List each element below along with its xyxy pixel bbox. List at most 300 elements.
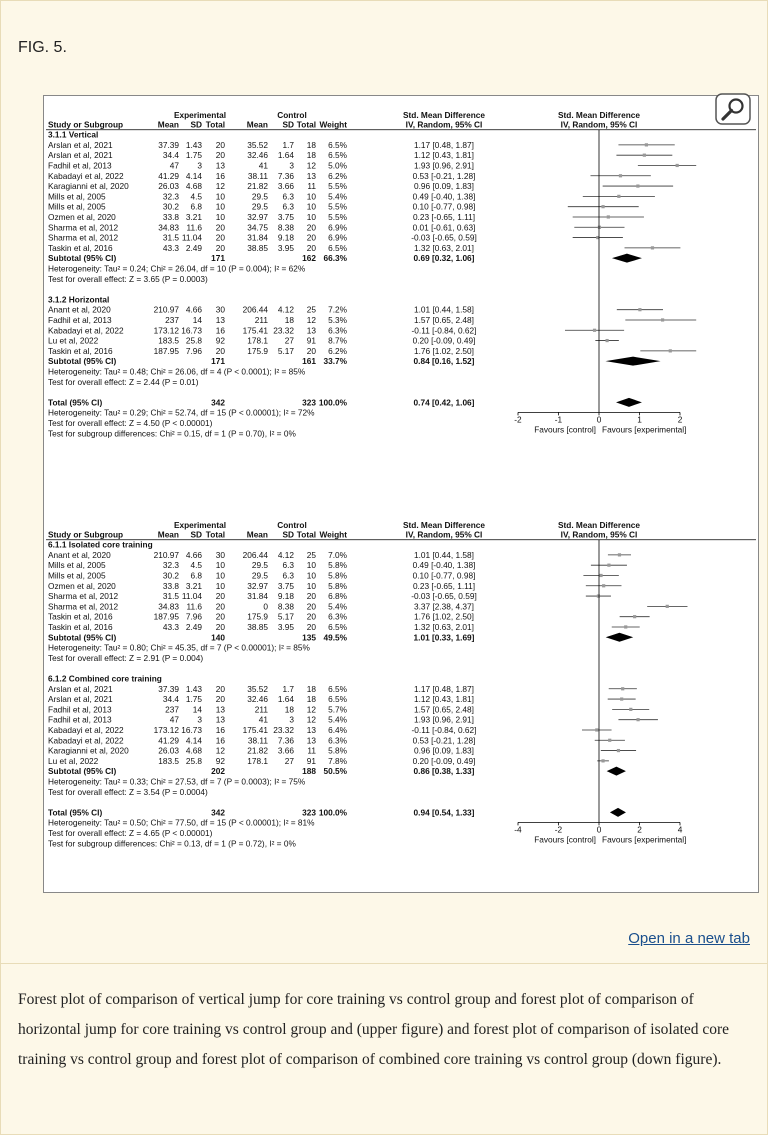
panel1-subgroup2-study3-point [593,329,596,332]
panel2-subgroup1-study4-weight: 5.8% [328,580,347,591]
panel1-subgroup2-study5-c-sd: 5.17 [277,345,294,356]
panel2-subgroup2-study1-c-sd: 1.7 [282,683,294,694]
divider [1,963,767,964]
panel1-subgroup1-study6-c-mean: 29.5 [251,191,268,202]
panel1-tick-label-3: 0 [596,414,602,425]
panel1-subgroup1-study7-e-sd: 6.8 [190,201,202,212]
panel1-subgroup1-study3-ci: 1.93 [0.96, 2.91] [414,160,474,171]
panel2-subgroup1-study3-c-total: 10 [306,570,316,581]
panel2-subgroup1-study8-name: Taskin et al, 2016 [48,621,113,632]
panel2-subgroup1-study1-point [618,553,621,556]
panel2-footer-3: Test for subgroup differences: Chi² = 0.13, df = 1 (P = 0.72), I² = 0% [48,838,296,849]
forest-plot-svg [44,96,758,892]
panel2-subgroup1-study5-ci: -0.03 [-0.65, 0.59] [411,591,477,602]
panel2-subgroup1-study6-e-total: 20 [215,601,225,612]
panel1-subgroup1-study6-c-sd: 6.3 [282,191,294,202]
panel1-subgroup1-study8-weight: 5.5% [328,211,347,222]
panel2-total-diamond [610,808,626,817]
panel2-subgroup1-study5-weight: 6.8% [328,591,347,602]
panel2-subgroup2-study3-c-total: 12 [306,704,316,715]
panel1-subgroup1-study3-point [676,164,679,167]
panel1-subgroup2-subtotal-ci: 0.84 [0.16, 1.52] [413,356,475,367]
panel2-subgroup1-study7-e-mean: 187.95 [153,611,179,622]
panel1-subgroup2-study1-ci: 1.01 [0.44, 1.58] [414,304,474,315]
panel1-subgroup1-study2-e-mean: 34.4 [162,150,179,161]
panel1-subgroup1-study11-e-mean: 43.3 [162,242,179,253]
panel2-subgroup1-study2-c-sd: 6.3 [282,560,294,571]
panel2-subgroup1-study8-c-mean: 38.85 [247,621,268,632]
panel2-header-c-total: Total [296,529,316,540]
panel1-subgroup1-study4-c-mean: 38.11 [247,170,268,181]
panel1-subgroup2-study1-c-total: 25 [306,304,316,315]
panel2-subgroup2-study6-c-mean: 38.11 [247,735,268,746]
panel2-subgroup2-study5-c-mean: 175.41 [242,724,268,735]
panel1-subgroup2-study4-ci: 0.20 [-0.09, 0.49] [412,335,476,346]
panel1-subgroup1-study9-c-total: 20 [306,222,316,233]
panel1-subgroup1-study10-c-sd: 9.18 [277,232,294,243]
panel2-header-control: Control [277,520,307,530]
panel2-subgroup2-study6-c-sd: 7.36 [277,735,294,746]
panel1-subgroup2-study2-e-mean: 237 [165,314,179,325]
panel2-subgroup1-overall-effect: Test for overall effect: Z = 2.91 (P = 0.004) [48,652,204,663]
panel1-subgroup2-subtotal-c-total: 161 [302,356,316,367]
panel2-subgroup2-subtotal-label: Subtotal (95% CI) [48,766,117,777]
panel1-subgroup1-study2-c-total: 18 [306,150,316,161]
panel2-subgroup1-study2-name: Mills et al, 2005 [48,560,106,571]
panel2-subgroup1-study6-e-sd: 11.6 [186,601,202,612]
panel1-subgroup1-subtotal-weight: 66.3% [323,253,347,264]
panel2-subgroup1-subtotal-weight: 49.5% [323,632,347,643]
panel1-subgroup2-study1-c-sd: 4.12 [277,304,294,315]
panel1-subgroup2-study1-c-mean: 206.44 [242,304,268,315]
panel2-subgroup2-study3-c-sd: 18 [284,704,294,715]
panel2-subgroup1-subtotal-e-total: 140 [211,632,225,643]
panel1-subgroup1-study1-c-total: 18 [306,139,316,150]
panel1-subgroup1-study7-point [601,205,604,208]
panel1-subgroup2-study2-c-mean: 211 [254,314,268,325]
panel2-subgroup2-study6-e-mean: 41.29 [158,735,179,746]
panel2-subgroup2-study5-weight: 6.4% [328,724,347,735]
panel2-subgroup2-study4-c-total: 12 [306,714,316,725]
panel1-subgroup1-study10-weight: 6.9% [328,232,347,243]
panel2-header-c-sd: SD [282,529,294,540]
panel2-subgroup1-study5-c-mean: 31.84 [247,591,268,602]
panel1-subgroup1-study1-e-total: 20 [215,139,225,150]
panel2-subgroup2-study8-c-sd: 27 [284,755,294,766]
panel2-subgroup1-study3-name: Mills et al, 2005 [48,570,106,581]
panel1-subgroup1-study10-c-mean: 31.84 [247,232,268,243]
panel2-subgroup2-study1-point [621,687,624,690]
panel1-subgroup1-study8-c-total: 10 [306,211,316,222]
panel1-footer-3: Test for subgroup differences: Chi² = 0.15, df = 1 (P = 0.70), I² = 0% [48,428,296,439]
panel1-subgroup1-study6-e-sd: 4.5 [190,191,202,202]
panel2-subgroup1-title: 6.1.1 Isolated core training [48,539,153,550]
panel1-subgroup1-study4-e-total: 16 [215,170,225,181]
panel1-subgroup1-study4-ci: 0.53 [-0.21, 1.28] [412,170,476,181]
panel2-subgroup1-study5-e-mean: 31.5 [162,591,179,602]
panel1-total-ci: 0.74 [0.42, 1.06] [413,397,475,408]
panel1-header-weight: Weight [319,119,347,130]
panel1-subgroup1-study1-e-sd: 1.43 [185,139,202,150]
panel2-subgroup2-study7-e-sd: 4.68 [185,745,202,756]
panel2-subgroup2-study3-e-total: 13 [215,704,225,715]
panel1-subgroup2-study4-c-sd: 27 [284,335,294,346]
panel2-subgroup2-study6-e-total: 16 [215,735,225,746]
panel1-subgroup1-study4-point [619,174,622,177]
panel1-subgroup2-study2-e-total: 13 [215,314,225,325]
panel1-subgroup2-study1-name: Anant et al, 2020 [48,304,111,315]
panel2-total-weight: 100.0% [318,807,347,818]
panel2-total-c-total: 323 [302,807,316,818]
panel2-subgroup2-study4-c-sd: 3 [289,714,294,725]
panel2-subgroup2-study7-point [617,749,620,752]
panel1-subgroup1-study7-c-mean: 29.5 [251,201,268,212]
panel1-subgroup2-study2-c-total: 12 [306,314,316,325]
panel2-subgroup2-study2-point [620,697,623,700]
panel2-subgroup1-study3-c-mean: 29.5 [251,570,268,581]
panel2-subgroup1-study5-e-sd: 11.04 [181,591,202,602]
panel1-subgroup1-study5-c-total: 11 [307,181,316,192]
panel2-subgroup2-study1-e-mean: 37.39 [158,683,179,694]
panel2-subgroup2-study1-c-mean: 35.52 [247,683,268,694]
panel2-subgroup2-subtotal-diamond [607,767,626,776]
panel2-subgroup2-study2-c-mean: 32.46 [247,694,268,705]
panel1-subgroup1-study4-weight: 6.2% [328,170,347,181]
panel2-subgroup1-study7-c-sd: 5.17 [277,611,294,622]
panel1-header-control: Control [277,110,307,120]
panel1-subgroup1-subtotal-diamond [612,254,642,263]
panel2-subgroup2-heterogeneity: Heterogeneity: Tau² = 0.33; Chi² = 27.53, df = 7 (P = 0.0003); I² = 75% [48,776,306,787]
panel1-subgroup1-study9-e-mean: 34.83 [158,222,179,233]
panel2-subgroup2-study6-point [608,739,611,742]
panel1-subgroup1-study10-ci: -0.03 [-0.65, 0.59] [411,232,477,243]
panel1-footer-1: Heterogeneity: Tau² = 0.29; Chi² = 52.74, df = 15 (P < 0.00001); I² = 72% [48,407,315,418]
panel2-subgroup1-study4-c-total: 10 [306,580,316,591]
panel1-tick-label-4: 1 [637,414,642,425]
panel1-subgroup2-study4-weight: 8.7% [328,335,347,346]
panel2-subgroup2-study4-e-total: 13 [215,714,225,725]
panel2-tick-label-4: 2 [637,824,642,835]
panel1-header-smd: Std. Mean Difference [402,110,486,120]
panel1-subgroup1-study1-c-mean: 35.52 [247,139,268,150]
panel2-subgroup2-study8-weight: 7.8% [328,755,347,766]
panel2-subgroup2-study3-c-mean: 211 [254,704,268,715]
panel1-subgroup2-study5-ci: 1.76 [1.02, 2.50] [414,345,474,356]
panel1-subgroup2-study1-weight: 7.2% [328,304,347,315]
panel2-subgroup1-study7-e-sd: 7.96 [185,611,202,622]
panel1-subgroup1-study8-point [607,215,610,218]
panel1-subgroup1-study2-weight: 6.5% [328,150,347,161]
panel1-subgroup2-study2-c-sd: 18 [284,314,294,325]
panel1-subgroup1-study8-e-sd: 3.21 [185,211,202,222]
panel2-subgroup2-study5-e-sd: 16.73 [181,724,202,735]
panel1-total-label: Total (95% CI) [48,397,103,408]
panel2-subgroup1-study1-e-sd: 4.66 [185,549,202,560]
panel2-subgroup2-study7-c-mean: 21.82 [247,745,268,756]
panel1-subgroup2-study4-c-total: 91 [306,335,316,346]
panel1-header-c-total: Total [296,119,316,130]
panel1-subgroup1-subtotal-e-total: 171 [211,253,225,264]
panel1-subgroup2-study1-e-mean: 210.97 [153,304,179,315]
panel2-subgroup1-study6-name: Sharma et al, 2012 [48,601,119,612]
panel2-subgroup2-study8-ci: 0.20 [-0.09, 0.49] [412,755,476,766]
panel2-header-smd-method: IV, Random, 95% CI [405,529,483,540]
panel2-header-experimental: Experimental [173,520,227,530]
panel2-subgroup2-study6-name: Kabadayi et al, 2022 [48,735,124,746]
panel1-subgroup1-study2-e-sd: 1.75 [185,150,202,161]
panel2-subgroup1-subtotal-c-total: 135 [302,632,316,643]
panel2-subgroup2-study1-weight: 6.5% [328,683,347,694]
panel2-subgroup1-study7-e-total: 20 [215,611,225,622]
panel2-subgroup2-study8-e-sd: 25.8 [185,755,202,766]
panel2-subgroup2-study4-c-mean: 41 [258,714,268,725]
panel1-subgroup1-study5-ci: 0.96 [0.09, 1.83] [414,181,474,192]
panel2-subgroup1-study2-weight: 5.8% [328,560,347,571]
panel1-subgroup1-study7-c-sd: 6.3 [282,201,294,212]
panel2-subgroup2-study3-weight: 5.7% [328,704,347,715]
panel1-subgroup1-study6-e-total: 10 [215,191,225,202]
panel2-subgroup2-subtotal-ci: 0.86 [0.38, 1.33] [413,766,475,777]
panel2-subgroup1-study2-c-mean: 29.5 [251,560,268,571]
panel1-subgroup1-study4-name: Kabadayi et al, 2022 [48,170,124,181]
panel2-subgroup1-study3-e-total: 10 [215,570,225,581]
panel1-subgroup1-study9-e-total: 20 [215,222,225,233]
panel2-subgroup2-study6-weight: 6.3% [328,735,347,746]
panel1-subgroup1-study5-point [636,184,639,187]
panel1-subgroup1-study7-e-total: 10 [215,201,225,212]
panel1-subgroup1-study8-c-sd: 3.75 [277,211,294,222]
panel1-subgroup1-study7-ci: 0.10 [-0.77, 0.98] [412,201,476,212]
panel1-subgroup2-study5-e-sd: 7.96 [185,345,202,356]
panel1-subgroup1-study1-c-sd: 1.7 [282,139,294,150]
panel2-subgroup1-study7-c-mean: 175.9 [247,611,268,622]
panel1-total-e-total: 342 [211,397,225,408]
panel1-subgroup1-heterogeneity: Heterogeneity: Tau² = 0.24; Chi² = 26.04, df = 10 (P = 0.004); I² = 62% [48,263,306,274]
panel1-subgroup2-study5-e-mean: 187.95 [153,345,179,356]
panel1-subgroup1-study11-point [651,246,654,249]
panel1-subgroup1-study8-ci: 0.23 [-0.65, 1.11] [412,211,476,222]
panel2-tick-label-2: -2 [554,824,563,835]
panel1-subgroup1-study1-point [645,143,648,146]
panel2-subgroup1-study4-name: Ozmen et al, 2020 [48,580,116,591]
forest-plot-figure[interactable] [43,95,759,893]
panel1-subgroup1-study6-weight: 5.4% [328,191,347,202]
panel1-subgroup1-subtotal-label: Subtotal (95% CI) [48,253,117,264]
panel2-subgroup2-study7-ci: 0.96 [0.09, 1.83] [414,745,474,756]
panel1-subgroup1-study11-c-total: 20 [306,242,316,253]
panel1-subgroup2-study3-e-total: 16 [215,325,225,336]
panel1-subgroup2-study2-name: Fadhil et al, 2013 [48,314,112,325]
panel2-header-c-mean: Mean [246,529,268,540]
panel1-total-weight: 100.0% [318,397,347,408]
panel2-subgroup2-overall-effect: Test for overall effect: Z = 3.54 (P = 0.0004) [48,786,208,797]
panel2-subgroup2-study2-e-total: 20 [215,694,225,705]
panel1-subgroup2-study2-ci: 1.57 [0.65, 2.48] [414,314,474,325]
panel1-subgroup1-study1-e-mean: 37.39 [158,139,179,150]
panel2-subgroup1-subtotal-diamond [606,633,634,642]
panel1-subgroup2-study4-point [606,339,609,342]
panel1-subgroup2-study3-c-sd: 23.32 [273,325,294,336]
panel2-subgroup1-study3-point [599,574,602,577]
panel1-subgroup1-study4-c-sd: 7.36 [277,170,294,181]
panel2-subgroup2-study5-e-total: 16 [215,724,225,735]
panel2-total-ci: 0.94 [0.54, 1.33] [413,807,475,818]
panel2-subgroup1-study6-c-mean: 0 [263,601,268,612]
panel2-subgroup2-study2-ci: 1.12 [0.43, 1.81] [414,694,474,705]
panel1-subgroup2-study3-e-mean: 173.12 [153,325,179,336]
panel1-subgroup2-study3-name: Kabadayi et al, 2022 [48,325,124,336]
panel2-favours-left: Favours [control] [534,834,596,845]
panel1-subgroup1-study3-c-sd: 3 [289,160,294,171]
panel2-subgroup2-study3-ci: 1.57 [0.65, 2.48] [414,704,474,715]
panel1-favours-right: Favours [experimental] [602,424,687,435]
panel1-subgroup2-study5-c-total: 20 [306,345,316,356]
panel2-subgroup1-study6-c-sd: 8.38 [277,601,294,612]
panel2-subgroup2-study1-c-total: 18 [306,683,316,694]
panel1-subgroup1-study8-e-total: 10 [215,211,225,222]
panel2-subgroup1-study2-e-total: 10 [215,560,225,571]
panel1-subgroup1-study11-ci: 1.32 [0.63, 2.01] [414,242,474,253]
panel1-subgroup2-study5-c-mean: 175.9 [247,345,268,356]
panel1-subgroup2-study4-e-total: 92 [215,335,225,346]
panel1-subgroup1-study2-name: Arslan et al, 2021 [48,150,113,161]
panel1-subgroup1-study3-e-sd: 3 [197,160,202,171]
panel1-subgroup1-study10-c-total: 20 [306,232,316,243]
panel1-subgroup1-study7-name: Mills et al, 2005 [48,201,106,212]
panel2-subgroup2-study4-ci: 1.93 [0.96, 2.91] [414,714,474,725]
panel1-header-e-sd: SD [190,119,202,130]
panel2-subgroup2-study5-point [595,728,598,731]
figure-caption: Forest plot of comparison of vertical jump for core training vs control group and forest plot of comparison of horizontal jump for core training vs control group and (upper figure) and forest plot of comparison of isolated core training vs control group and forest plot of comparison of combined core training vs control group (down figure). [18,991,730,1068]
panel1-subgroup1-study6-ci: 0.49 [-0.40, 1.38] [412,191,476,202]
panel1-header-study: Study or Subgroup [48,119,124,130]
panel2-footer-2: Test for overall effect: Z = 4.65 (P < 0.00001) [48,827,213,838]
panel2-subgroup1-subtotal-ci: 1.01 [0.33, 1.69] [413,632,475,643]
panel2-subgroup2-study2-weight: 6.5% [328,694,347,705]
panel2-header-e-sd: SD [190,529,202,540]
panel2-subgroup2-study3-point [629,708,632,711]
panel1-subgroup1-overall-effect: Test for overall effect: Z = 3.65 (P = 0.0003) [48,273,208,284]
panel2-subgroup2-study8-c-total: 91 [306,755,316,766]
panel1-subgroup1-study6-name: Mills et al, 2005 [48,191,106,202]
panel2-footer-1: Heterogeneity: Tau² = 0.50; Chi² = 77.50, df = 15 (P < 0.00001); I² = 81% [48,817,315,828]
panel1-subgroup1-study11-weight: 6.5% [328,242,347,253]
panel2-subgroup1-study4-point [602,584,605,587]
panel1-subgroup1-study1-ci: 1.17 [0.48, 1.87] [414,139,474,150]
panel2-subgroup2-study2-e-sd: 1.75 [185,694,202,705]
panel1-header-plot-method: IV, Random, 95% CI [560,119,638,130]
panel2-subgroup2-study2-name: Arslan et al, 2021 [48,694,113,705]
open-in-new-tab-link[interactable]: Open in a new tab [628,930,750,947]
panel2-subgroup1-study7-point [633,615,636,618]
panel2-subgroup1-study1-e-mean: 210.97 [153,549,179,560]
panel1-subgroup1-study7-weight: 5.5% [328,201,347,212]
panel2-subgroup2-study3-e-mean: 237 [165,704,179,715]
panel2-subgroup1-study4-c-mean: 32.97 [247,580,268,591]
panel1-subgroup1-study11-c-mean: 38.85 [247,242,268,253]
panel2-subgroup1-study6-ci: 3.37 [2.38, 4.37] [414,601,474,612]
panel1-subgroup2-study1-point [638,308,641,311]
panel1-subgroup1-study6-point [617,195,620,198]
panel1-subgroup2-title: 3.1.2 Horizontal [48,294,110,305]
panel1-subgroup1-study11-e-sd: 2.49 [185,242,202,253]
panel1-subgroup1-study4-e-sd: 4.14 [185,170,202,181]
panel2-subgroup2-study2-e-mean: 34.4 [162,694,179,705]
panel1-subgroup2-study4-e-mean: 183.5 [158,335,179,346]
panel2-subgroup1-study3-c-sd: 6.3 [282,570,294,581]
panel2-subgroup1-study4-e-mean: 33.8 [162,580,179,591]
panel2-subgroup1-study8-e-mean: 43.3 [162,621,179,632]
panel2-subgroup2-subtotal-weight: 50.5% [323,766,347,777]
panel1-subgroup2-study5-weight: 6.2% [328,345,347,356]
panel2-subgroup1-study2-c-total: 10 [306,560,316,571]
panel2-subgroup2-study6-e-sd: 4.14 [185,735,202,746]
panel2-total-e-total: 342 [211,807,225,818]
panel1-subgroup1-study3-e-total: 13 [215,160,225,171]
panel2-subgroup2-study8-e-mean: 183.5 [158,755,179,766]
panel1-subgroup1-study5-c-sd: 3.66 [277,181,294,192]
panel2-subgroup2-study8-c-mean: 178.1 [247,755,268,766]
magnifier-icon [715,93,751,125]
panel2-subgroup1-study7-c-total: 20 [306,611,316,622]
panel1-subgroup1-study9-point [598,226,601,229]
panel1-total-c-total: 323 [302,397,316,408]
panel1-subgroup2-overall-effect: Test for overall effect: Z = 2.44 (P = 0.01) [48,376,199,387]
panel1-header-c-mean: Mean [246,119,268,130]
panel2-subgroup1-study3-e-sd: 6.8 [190,570,202,581]
panel2-subgroup2-study7-name: Karagianni et al, 2020 [48,745,129,756]
panel1-subgroup2-study4-e-sd: 25.8 [185,335,202,346]
panel2-subgroup2-study5-e-mean: 173.12 [153,724,179,735]
panel2-header-e-mean: Mean [157,529,179,540]
panel1-subgroup1-study3-e-mean: 47 [169,160,179,171]
panel2-subgroup1-study8-e-sd: 2.49 [185,621,202,632]
panel2-subgroup2-study8-point [601,759,604,762]
panel1-total-diamond [616,398,642,407]
panel2-subgroup2-title: 6.1.2 Combined core training [48,673,162,684]
panel1-subgroup2-study5-point [669,349,672,352]
panel2-subgroup2-subtotal-e-total: 202 [211,766,225,777]
panel2-subgroup2-study5-c-sd: 23.32 [273,724,294,735]
panel2-subgroup1-study3-weight: 5.8% [328,570,347,581]
panel2-subgroup1-study2-ci: 0.49 [-0.40, 1.38] [412,560,476,571]
panel1-subgroup1-study9-c-mean: 34.75 [247,222,268,233]
panel2-tick-label-5: 4 [677,824,683,835]
panel1-subgroup1-subtotal-ci: 0.69 [0.32, 1.06] [413,253,475,264]
panel2-subgroup1-study7-ci: 1.76 [1.02, 2.50] [414,611,474,622]
panel2-subgroup1-study7-name: Taskin et al, 2016 [48,611,113,622]
panel1-subgroup2-study2-weight: 5.3% [328,314,347,325]
panel2-total-label: Total (95% CI) [48,807,103,818]
panel1-subgroup1-study2-e-total: 20 [215,150,225,161]
panel2-subgroup2-study4-name: Fadhil et al, 2013 [48,714,112,725]
panel2-header-plot: Std. Mean Difference [557,520,641,530]
panel1-subgroup2-study2-point [661,318,664,321]
panel2-subgroup1-study1-c-sd: 4.12 [277,549,294,560]
panel2-subgroup2-study7-c-sd: 3.66 [277,745,294,756]
zoom-button[interactable] [715,93,751,125]
panel1-header-c-sd: SD [282,119,294,130]
panel2-subgroup2-study6-c-total: 13 [306,735,316,746]
panel2-subgroup1-study7-weight: 6.3% [328,611,347,622]
panel2-subgroup1-study8-c-sd: 3.95 [277,621,294,632]
panel1-subgroup2-study5-e-total: 20 [215,345,225,356]
panel2-subgroup2-study3-name: Fadhil et al, 2013 [48,704,112,715]
figure-label: FIG. 5. [18,39,67,56]
panel1-subgroup2-study3-c-total: 13 [306,325,316,336]
panel1-subgroup1-study5-e-sd: 4.68 [185,181,202,192]
panel1-subgroup1-study11-e-total: 20 [215,242,225,253]
